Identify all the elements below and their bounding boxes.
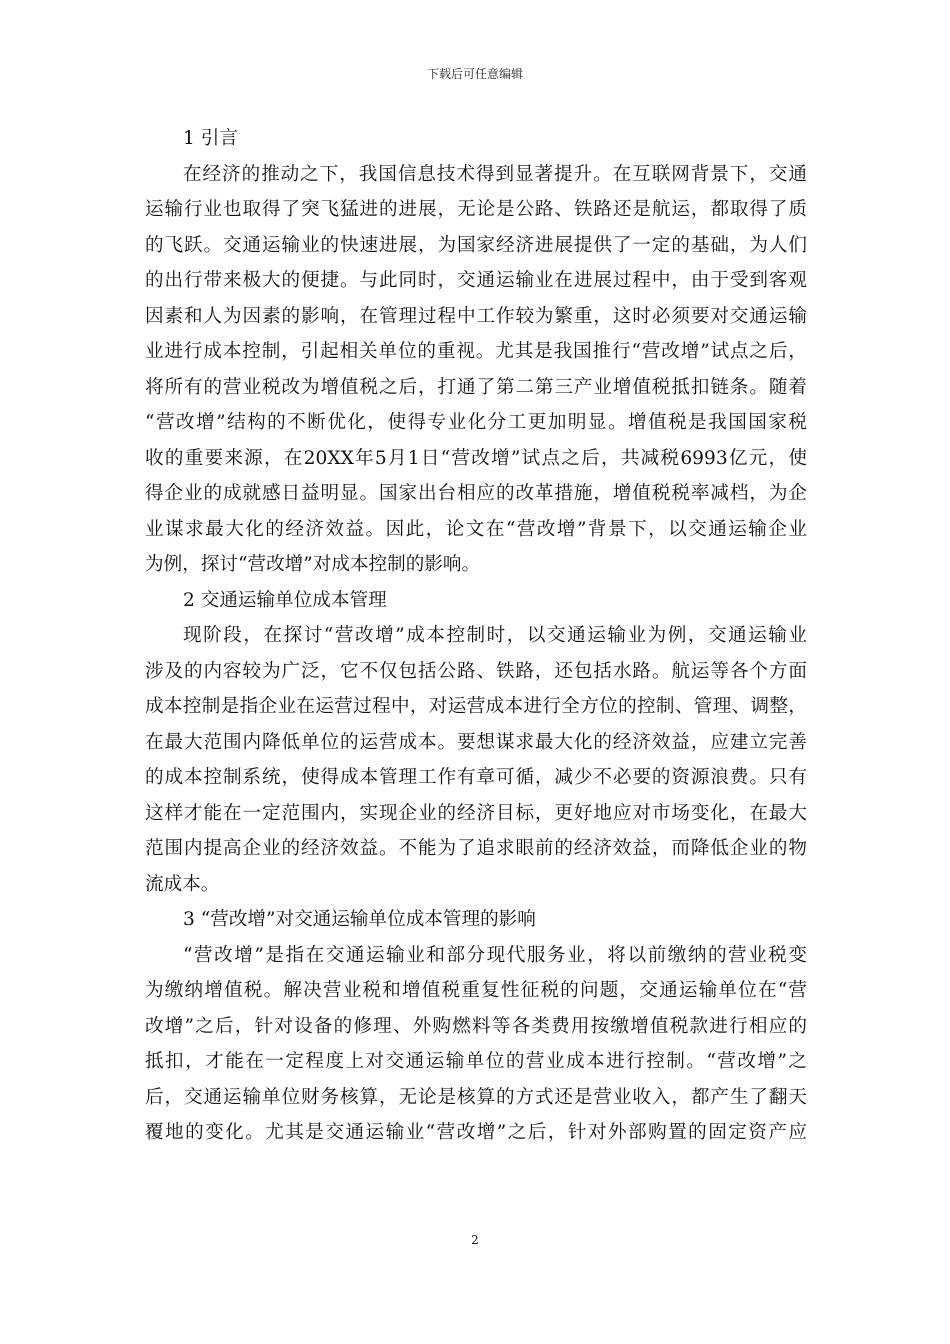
text-line: 业谋求最大化的经济效益。因此，论文在“营改增”背景下，以交通运输企业 [145,518,807,540]
text-line: 流成本。 [145,873,220,895]
text-line: “营改增”结构的不断优化，使得专业化分工更加明显。增值税是我国国家税 [145,412,807,433]
text-line: 为例，探讨“营改增”对成本控制的影响。 [145,554,481,575]
page-header: 下载后可任意编辑 [426,67,523,81]
text-line: 在经济的推动之下，我国信息技术得到显著提升。在互联网背景下，交通 [183,163,807,185]
text-line: 涉及的内容较为广泛，它不仅包括公路、铁路，还包括水路。航运等各个方面 [145,660,807,682]
text-line: 1 引言 [183,128,238,149]
text-line: 将所有的营业税改为增值税之后，打通了第二第三产业增值税抵扣链条。随着 [145,376,807,398]
text-line: 后，交通运输单位财务核算，无论是核算的方式还是营业收入，都产生了翻天 [145,1086,807,1108]
text-line: 2 交通运输单位成本管理 [183,589,387,611]
text-line: 成本控制是指企业在运营过程中，对运营成本进行全方位的控制、管理、调整， [145,696,807,717]
text-line: 为缴纳增值税。解决营业税和增值税重复性征税的问题，交通运输单位在“营 [145,980,807,1001]
text-line: 这样才能在一定范围内，实现企业的经济目标，更好地应对市场变化，在最大 [145,802,807,824]
text-line: 的成本控制系统，使得成本管理工作有章可循，减少不必要的资源浪费。只有 [145,767,807,788]
text-line: 业进行成本控制，引起相关单位的重视。尤其是我国推行“营改增”试点之后， [145,341,807,362]
text-line: 现阶段，在探讨“营改增”成本控制时，以交通运输业为例，交通运输业 [183,625,807,646]
text-line: 抵扣，才能在一定程度上对交通运输单位的营业成本进行控制。“营改增”之 [145,1051,807,1072]
text-line: 的出行带来极大的便捷。与此同时，交通运输业在进展过程中，由于受到客观 [145,270,807,291]
text-line: 得企业的成就感日益明显。国家出台相应的改革措施，增值税税率减档，为企 [145,483,807,504]
document-body [145,121,807,1151]
text-line: 范围内提高企业的经济效益。不能为了追求眼前的经济效益，而降低企业的物 [145,838,807,859]
text-line: 因素和人为因素的影响，在管理过程中工作较为繁重，这时必须要对交通运输 [145,305,807,327]
text-line: 在最大范围内降低单位的运营成本。要想谋求最大化的经济效益，应建立完善 [145,731,807,753]
text-line: 覆地的变化。尤其是交通运输业“营改增”之后，针对外部购置的固定资产应 [145,1122,807,1143]
text-line: 3 “营改增”对交通运输单位成本管理的影响 [183,909,536,930]
text-line: “营改增”是指在交通运输业和部分现代服务业，将以前缴纳的营业税变 [183,944,807,966]
text-line: 的飞跃。交通运输业的快速进展，为国家经济进展提供了一定的基础，为人们 [145,234,807,256]
text-line: 运输行业也取得了突飞猛进的进展，无论是公路、铁路还是航运，都取得了质 [145,199,807,220]
text-line: 收的重要来源，在20XX年5月1日“营改增”试点之后，共减税6993亿元，使 [145,447,807,469]
text-line: 改增”之后，针对设备的修理、外购燃料等各类费用按缴增值税款进行相应的 [145,1015,807,1037]
page-number: 2 [471,1233,479,1247]
